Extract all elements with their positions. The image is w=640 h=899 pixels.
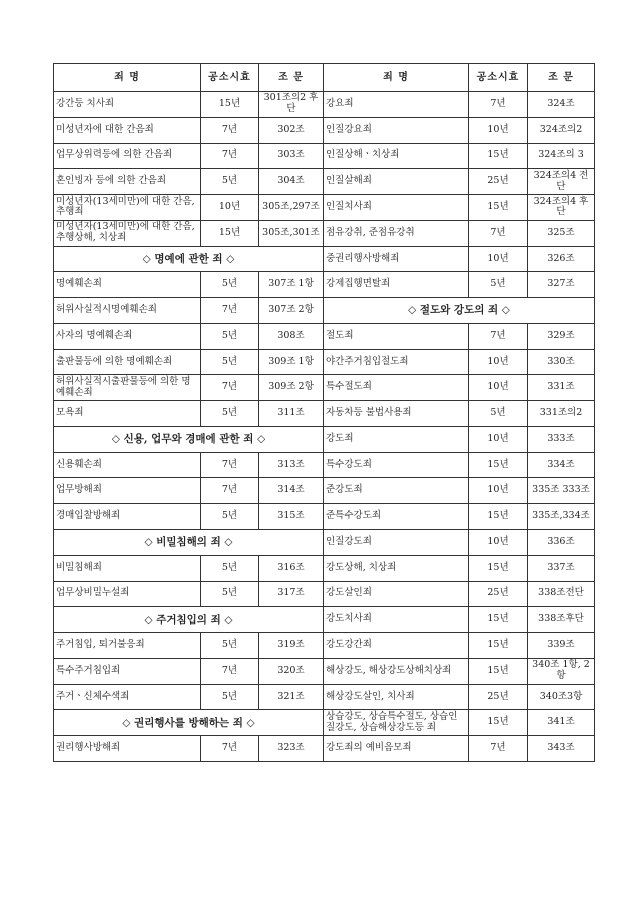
right-crime-name: 준특수강도죄 <box>324 504 469 530</box>
left-crime-name: 권리행사방해죄 <box>54 736 201 762</box>
left-section-heading: ◇ 명예에 관한 죄 ◇ <box>54 246 324 272</box>
right-limitation-period: 15년 <box>469 504 528 530</box>
right-limitation-period: 25년 <box>469 169 528 195</box>
right-article-number: 324조 <box>528 92 595 118</box>
right-crime-name: 강도치사죄 <box>324 607 469 633</box>
right-limitation-period: 15년 <box>469 710 528 736</box>
right-article-number: 331조의2 <box>528 401 595 427</box>
right-article-number: 331조 <box>528 375 595 401</box>
left-limitation-period: 7년 <box>201 117 259 143</box>
right-article-number: 339조 <box>528 633 595 659</box>
right-article-number: 333조 <box>528 426 595 452</box>
right-article-number: 335조 333조 <box>528 478 595 504</box>
left-crime-name: 혼인빙자 등에 의한 간음죄 <box>54 169 201 195</box>
right-section-heading: ◇ 절도와 강도의 죄 ◇ <box>324 298 595 324</box>
left-limitation-period: 7년 <box>201 143 259 169</box>
table-row <box>54 736 595 762</box>
right-crime-name: 해상강도살인, 치사죄 <box>324 684 469 710</box>
right-article-number: 336조 <box>528 530 595 556</box>
header-period-right: 공소시효 <box>469 64 528 92</box>
left-limitation-period: 5년 <box>201 633 259 659</box>
right-crime-name: 인질살해죄 <box>324 169 469 195</box>
right-article-number: 340조 1항, 2항 <box>528 658 595 684</box>
table-row <box>54 581 595 607</box>
table-row <box>54 633 595 659</box>
right-article-number: 337조 <box>528 555 595 581</box>
table-row <box>54 504 595 530</box>
right-crime-name: 상습강도, 상습특수절도, 상습인질강도, 상습해상강도등 죄 <box>324 710 469 736</box>
right-crime-name: 중권리행사방해죄 <box>324 246 469 272</box>
left-crime-name: 미성년자에 대한 간음죄 <box>54 117 201 143</box>
left-crime-name: 특수주거침입죄 <box>54 658 201 684</box>
right-limitation-period: 15년 <box>469 607 528 633</box>
left-crime-name: 비밀침해죄 <box>54 555 201 581</box>
right-article-number: 338조전단 <box>528 581 595 607</box>
left-limitation-period: 5년 <box>201 323 259 349</box>
header-crime-left: 죄 명 <box>54 64 201 92</box>
right-limitation-period: 5년 <box>469 272 528 298</box>
table-body <box>54 64 595 762</box>
right-limitation-period: 15년 <box>469 555 528 581</box>
table-row <box>54 555 595 581</box>
right-crime-name: 특수강도죄 <box>324 452 469 478</box>
right-article-number: 324조의2 <box>528 117 595 143</box>
left-section-heading: ◇ 비밀침해의 죄 ◇ <box>54 530 324 556</box>
table-row <box>54 426 595 452</box>
right-limitation-period: 25년 <box>469 684 528 710</box>
right-article-number: 335조,334조 <box>528 504 595 530</box>
table-row <box>54 684 595 710</box>
table-row <box>54 92 595 118</box>
left-limitation-period: 5년 <box>201 555 259 581</box>
table-row <box>54 272 595 298</box>
left-limitation-period: 5년 <box>201 349 259 375</box>
right-limitation-period: 10년 <box>469 478 528 504</box>
right-article-number: 324조의 3 <box>528 143 595 169</box>
right-crime-name: 강도강간죄 <box>324 633 469 659</box>
header-article-left: 조 문 <box>259 64 324 92</box>
right-crime-name: 강도죄 <box>324 426 469 452</box>
right-limitation-period: 10년 <box>469 349 528 375</box>
table-row <box>54 375 595 401</box>
table-row <box>54 298 595 324</box>
left-crime-name: 사자의 명예훼손죄 <box>54 323 201 349</box>
right-article-number: 329조 <box>528 323 595 349</box>
right-limitation-period: 7년 <box>469 92 528 118</box>
left-crime-name: 업무상위력등에 의한 간음죄 <box>54 143 201 169</box>
header-article-right: 조 문 <box>528 64 595 92</box>
left-crime-name: 미성년자(13세미만)에 대한 간음, 추행상해, 치상죄 <box>54 220 201 246</box>
left-article-number: 321조 <box>259 684 324 710</box>
right-crime-name: 인질강도죄 <box>324 530 469 556</box>
table-row <box>54 195 595 221</box>
right-limitation-period: 5년 <box>469 401 528 427</box>
left-limitation-period: 7년 <box>201 658 259 684</box>
right-crime-name: 강요죄 <box>324 92 469 118</box>
table-row <box>54 117 595 143</box>
right-limitation-period: 7년 <box>469 736 528 762</box>
table-row <box>54 143 595 169</box>
right-crime-name: 점유강취, 준점유강취 <box>324 220 469 246</box>
left-crime-name: 업무방해죄 <box>54 478 201 504</box>
left-article-number: 315조 <box>259 504 324 530</box>
right-limitation-period: 7년 <box>469 220 528 246</box>
left-article-number: 313조 <box>259 452 324 478</box>
statute-of-limitations-table <box>53 63 595 762</box>
right-article-number: 340조3항 <box>528 684 595 710</box>
left-article-number: 303조 <box>259 143 324 169</box>
right-crime-name: 강도상해, 치상죄 <box>324 555 469 581</box>
right-limitation-period: 25년 <box>469 581 528 607</box>
right-crime-name: 특수절도죄 <box>324 375 469 401</box>
table-row <box>54 220 595 246</box>
left-article-number: 301조의2 후단 <box>259 92 324 118</box>
right-crime-name: 강도살인죄 <box>324 581 469 607</box>
right-limitation-period: 15년 <box>469 452 528 478</box>
left-limitation-period: 7년 <box>201 478 259 504</box>
right-crime-name: 야간주거침입절도죄 <box>324 349 469 375</box>
right-limitation-period: 10년 <box>469 117 528 143</box>
right-crime-name: 자동차등 불법사용죄 <box>324 401 469 427</box>
left-article-number: 314조 <box>259 478 324 504</box>
left-limitation-period: 7년 <box>201 298 259 324</box>
header-crime-right: 죄 명 <box>324 64 469 92</box>
left-limitation-period: 7년 <box>201 452 259 478</box>
right-limitation-period: 10년 <box>469 426 528 452</box>
table-row <box>54 530 595 556</box>
table-row <box>54 658 595 684</box>
left-crime-name: 강간등 치사죄 <box>54 92 201 118</box>
right-limitation-period: 7년 <box>469 323 528 349</box>
left-article-number: 309조 2항 <box>259 375 324 401</box>
left-crime-name: 미성년자(13세미만)에 대한 간음, 추행죄 <box>54 195 201 221</box>
left-article-number: 309조 1항 <box>259 349 324 375</box>
table-row <box>54 323 595 349</box>
left-limitation-period: 10년 <box>201 195 259 221</box>
right-limitation-period: 15년 <box>469 195 528 221</box>
table-row <box>54 452 595 478</box>
left-limitation-period: 5년 <box>201 581 259 607</box>
right-article-number: 326조 <box>528 246 595 272</box>
table-row <box>54 710 595 736</box>
left-article-number: 307조 2항 <box>259 298 324 324</box>
left-limitation-period: 15년 <box>201 92 259 118</box>
right-article-number: 334조 <box>528 452 595 478</box>
right-limitation-period: 10년 <box>469 246 528 272</box>
left-limitation-period: 7년 <box>201 736 259 762</box>
left-crime-name: 명예훼손죄 <box>54 272 201 298</box>
table-row <box>54 349 595 375</box>
table-row <box>54 401 595 427</box>
left-crime-name: 모욕죄 <box>54 401 201 427</box>
right-article-number: 324조의4 후단 <box>528 195 595 221</box>
left-article-number: 323조 <box>259 736 324 762</box>
table-row <box>54 169 595 195</box>
left-limitation-period: 7년 <box>201 375 259 401</box>
right-crime-name: 절도죄 <box>324 323 469 349</box>
left-article-number: 317조 <box>259 581 324 607</box>
statute-table-sheet <box>53 63 594 761</box>
right-limitation-period: 15년 <box>469 633 528 659</box>
left-crime-name: 출판물등에 의한 명예훼손죄 <box>54 349 201 375</box>
left-crime-name: 업무상비밀누설죄 <box>54 581 201 607</box>
left-limitation-period: 15년 <box>201 220 259 246</box>
left-limitation-period: 5년 <box>201 504 259 530</box>
left-article-number: 319조 <box>259 633 324 659</box>
right-article-number: 341조 <box>528 710 595 736</box>
right-limitation-period: 10년 <box>469 375 528 401</box>
left-article-number: 308조 <box>259 323 324 349</box>
right-limitation-period: 10년 <box>469 530 528 556</box>
right-article-number: 338조후단 <box>528 607 595 633</box>
header-row <box>54 64 595 92</box>
left-section-heading: ◇ 주거침입의 죄 ◇ <box>54 607 324 633</box>
left-section-heading: ◇ 신용, 업무와 경매에 관한 죄 ◇ <box>54 426 324 452</box>
left-crime-name: 주거침입, 퇴거불응죄 <box>54 633 201 659</box>
right-article-number: 327조 <box>528 272 595 298</box>
right-crime-name: 강도죄의 예비음모죄 <box>324 736 469 762</box>
left-limitation-period: 5년 <box>201 401 259 427</box>
table-row <box>54 607 595 633</box>
left-article-number: 305조,301조 <box>259 220 324 246</box>
left-article-number: 307조 1항 <box>259 272 324 298</box>
left-article-number: 311조 <box>259 401 324 427</box>
right-crime-name: 해상강도, 해상강도상해치상죄 <box>324 658 469 684</box>
right-limitation-period: 15년 <box>469 658 528 684</box>
table-row <box>54 478 595 504</box>
left-crime-name: 신용훼손죄 <box>54 452 201 478</box>
table-row <box>54 246 595 272</box>
right-crime-name: 강제집행면탈죄 <box>324 272 469 298</box>
right-article-number: 330조 <box>528 349 595 375</box>
left-article-number: 302조 <box>259 117 324 143</box>
left-limitation-period: 5년 <box>201 684 259 710</box>
right-limitation-period: 15년 <box>469 143 528 169</box>
right-article-number: 325조 <box>528 220 595 246</box>
right-article-number: 343조 <box>528 736 595 762</box>
right-crime-name: 인질강요죄 <box>324 117 469 143</box>
left-section-heading: ◇ 권리행사를 방해하는 죄 ◇ <box>54 710 324 736</box>
left-crime-name: 주거ㆍ신체수색죄 <box>54 684 201 710</box>
left-article-number: 304조 <box>259 169 324 195</box>
right-crime-name: 인질치사죄 <box>324 195 469 221</box>
left-article-number: 305조,297조 <box>259 195 324 221</box>
left-crime-name: 허위사실적시출판물등에 의한 명예훼손죄 <box>54 375 201 401</box>
right-crime-name: 준강도죄 <box>324 478 469 504</box>
right-crime-name: 인질상해ㆍ치상죄 <box>324 143 469 169</box>
left-limitation-period: 5년 <box>201 169 259 195</box>
right-article-number: 324조의4 전단 <box>528 169 595 195</box>
left-limitation-period: 5년 <box>201 272 259 298</box>
left-article-number: 316조 <box>259 555 324 581</box>
left-crime-name: 경매입찰방해죄 <box>54 504 201 530</box>
left-crime-name: 허위사실적시명예훼손죄 <box>54 298 201 324</box>
left-article-number: 320조 <box>259 658 324 684</box>
header-period-left: 공소시효 <box>201 64 259 92</box>
